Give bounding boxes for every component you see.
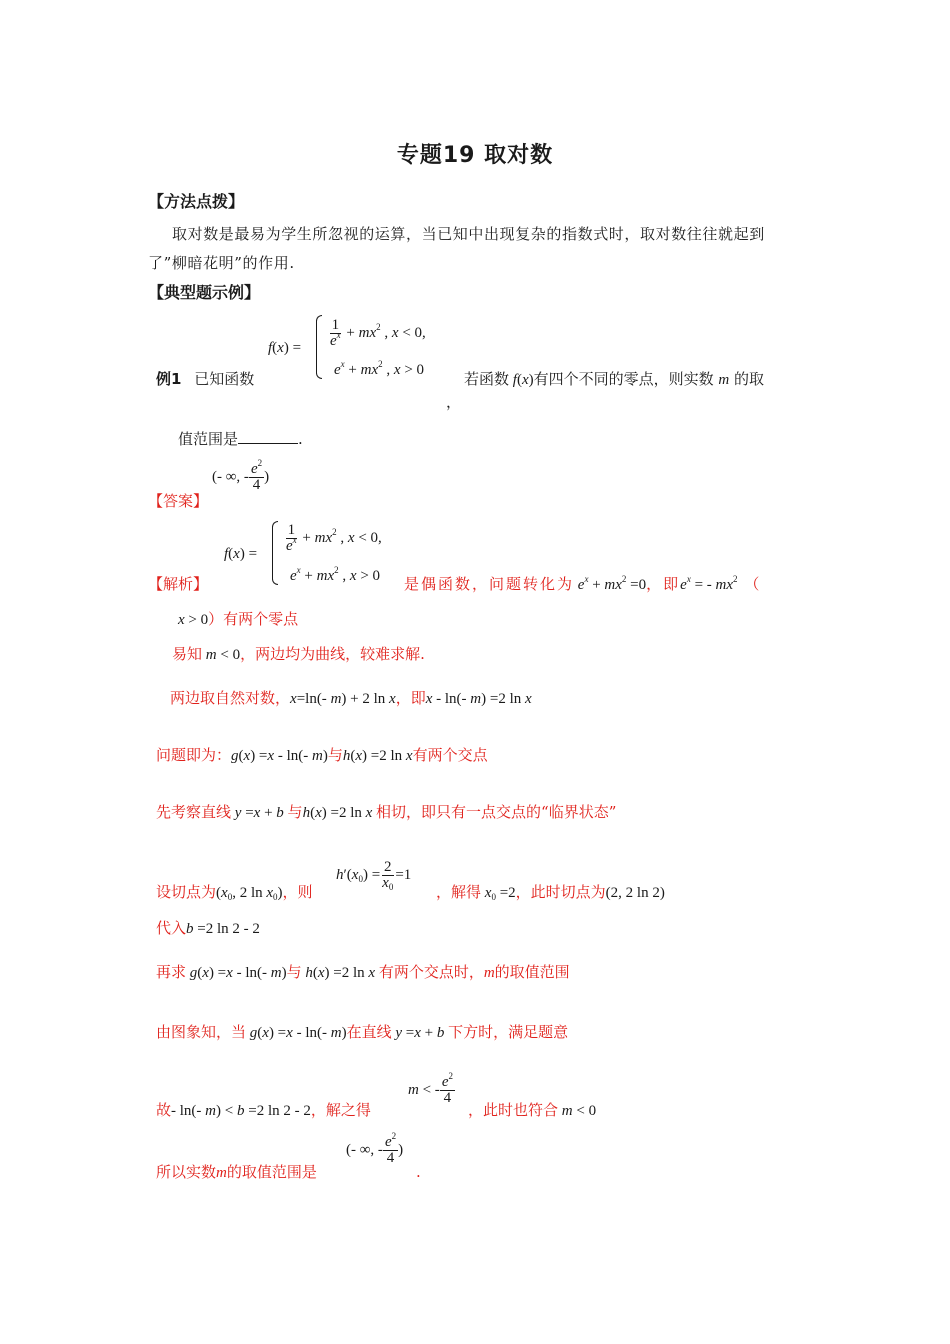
- analysis-s3: [170, 688, 532, 709]
- example1-line2: [178, 429, 303, 449]
- method-text-line2: 了”柳暗花明”的作用.: [148, 254, 295, 272]
- analysis-s3b: ，即: [395, 689, 426, 707]
- analysis-s7: [156, 918, 260, 939]
- analysis-gx-2: g(x) =x - ln(- m): [186, 965, 287, 981]
- answer-value: (- ∞, - $\frac{e^2}{4}$ ): [212, 458, 270, 493]
- example1-answer-blank: [238, 429, 298, 444]
- analysis-s6b: ，则: [282, 883, 313, 901]
- analysis-s8: [156, 962, 570, 983]
- analysis-label: 【解析】: [148, 575, 209, 593]
- analysis-s1c: （: [744, 575, 762, 593]
- analysis-eq2: $e^x$ = - $mx^2$: [680, 574, 738, 593]
- example1-line1-right: [464, 369, 764, 390]
- analysis-x-gt-0: x > 0: [178, 612, 209, 628]
- example1-tail2: 的取: [734, 370, 765, 388]
- analysis-s2b: ，两边均为曲线，较难求解.: [240, 645, 425, 663]
- analysis-s10b: ，解之得: [310, 1101, 371, 1119]
- analysis-s3a: 两边取自然对数，: [170, 689, 291, 707]
- analysis-derivative: $h'(x_0)$ = $\frac{2}{x_0}$ =1: [336, 859, 412, 892]
- answer-label: 【答案】: [148, 492, 209, 510]
- method-text-line1: 取对数是最易为学生所忽视的运算，当已知中出现复杂的指数式时，取对数往往就起到: [172, 225, 765, 243]
- analysis-s8b: 与: [286, 963, 302, 981]
- analysis-s4c: 有两个交点: [412, 746, 488, 764]
- analysis-case1: $\frac{1}{e^x}$ + $mx^2$ , x < 0,: [286, 522, 382, 554]
- analysis-s10: [156, 1100, 371, 1121]
- analysis-s9c: 下方时，满足题意: [448, 1023, 569, 1041]
- analysis-eq1: $e^x + mx^2 =0$: [574, 574, 647, 593]
- analysis-m-lt-0: m < 0: [202, 647, 241, 663]
- example1-line1: [156, 369, 254, 389]
- analysis-s6-right: [436, 882, 665, 903]
- analysis-s9b: 在直线: [346, 1023, 392, 1041]
- analysis-line-2: y =x + b: [391, 1025, 449, 1041]
- analysis-hx-3: h(x) =2 ln x: [301, 965, 379, 981]
- analysis-s10a: 故: [156, 1101, 172, 1119]
- analysis-s1d: ）有两个零点: [208, 610, 299, 628]
- example1-after: 若函数: [464, 370, 510, 388]
- analysis-s10c: ，此时也符合: [468, 1101, 559, 1119]
- analysis-s9: [156, 1022, 568, 1043]
- analysis-hx: h(x) =2 ln x: [342, 748, 413, 764]
- analysis-s6a: 设切点为: [156, 883, 217, 901]
- analysis-s11a: 所以实数: [156, 1163, 217, 1181]
- analysis-m-3: m: [216, 1165, 227, 1181]
- analysis-s2a: 易知: [172, 645, 203, 663]
- example1-case1: $\frac{1}{e^x}$ + $mx^2$ , x < 0,: [330, 317, 426, 349]
- example1-label: 例1: [156, 370, 182, 388]
- analysis-fx-label: f(x) =: [224, 546, 258, 562]
- example1-line2-text: 值范围是: [178, 430, 239, 448]
- examples-heading: 【典型题示例】: [148, 283, 261, 302]
- analysis-m-lt-0-2: m < 0: [558, 1103, 597, 1119]
- analysis-s4a: 问题即为：: [156, 746, 232, 764]
- method-heading: 【方法点拨】: [148, 192, 245, 211]
- analysis-gx-3: g(x) =x - ln(- m): [246, 1025, 347, 1041]
- analysis-s11b: 的取值范围是: [226, 1163, 317, 1181]
- analysis-s2: [172, 644, 425, 665]
- analysis-s5: [156, 802, 616, 823]
- analysis-s1-cont: [178, 609, 298, 630]
- analysis-hx-2: h(x) =2 ln x: [302, 805, 377, 821]
- analysis-s5a: 先考察直线: [156, 803, 232, 821]
- analysis-s10-right: [468, 1100, 596, 1121]
- example1-m: m: [718, 372, 730, 388]
- analysis-eq3: x=ln(- m) + 2 ln x: [290, 691, 396, 707]
- analysis-brace: [272, 521, 278, 585]
- example1-brace: [316, 315, 322, 379]
- analysis-s4b: 与: [327, 746, 343, 764]
- analysis-s11-period: .: [416, 1163, 421, 1181]
- example1-period: .: [298, 430, 303, 448]
- analysis-b-value: b =2 ln 2 - 2: [186, 921, 260, 937]
- example1-intro: 已知函数: [194, 370, 255, 388]
- example1-fx-label: f(x) =: [268, 340, 302, 356]
- analysis-s5b: 与: [287, 803, 303, 821]
- analysis-s6d: ，此时切点为: [515, 883, 606, 901]
- page-title: 专题19 取对数: [396, 143, 554, 168]
- analysis-s8c: 有两个交点时，: [378, 963, 484, 981]
- analysis-eq4: x - ln(- m) =2 ln x: [425, 691, 532, 707]
- analysis-point: (2, 2 ln 2): [605, 885, 665, 901]
- analysis-m-2: m: [483, 965, 495, 981]
- analysis-s4: [156, 745, 488, 766]
- example1-case2: $e^x + mx^2$ , x > 0: [334, 359, 425, 378]
- analysis-s8d: 的取值范围: [494, 963, 570, 981]
- analysis-s1b: ，即: [646, 575, 681, 593]
- analysis-m-bound: m < - $\frac{e^2}{4}$: [408, 1071, 453, 1106]
- analysis-line: y =x + b: [231, 805, 288, 821]
- analysis-case2: $e^x + mx^2$ , x > 0: [290, 565, 381, 584]
- analysis-s7a: 代入: [156, 919, 187, 937]
- analysis-range: (- ∞, - $\frac{e^2}{4}$ ): [346, 1131, 404, 1166]
- analysis-s9a: 由图象知，当: [156, 1023, 247, 1041]
- analysis-inequality: - ln(- m) < b =2 ln 2 - 2: [171, 1103, 311, 1119]
- analysis-s11: [156, 1162, 317, 1183]
- analysis-tangent-point: ($x_0$, 2 $\ln x_0$): [216, 885, 283, 902]
- analysis-s6: [156, 882, 313, 903]
- analysis-s1a: 是偶函数，问题转化为: [404, 575, 575, 593]
- example1-comma: ，: [446, 393, 462, 411]
- example1-tail: 有四个不同的零点，则实数: [533, 370, 714, 388]
- analysis-s5c: 相切，即只有一点交点的“临界状态”: [376, 803, 617, 821]
- analysis-gx: g(x) =x - ln(- m): [231, 748, 328, 764]
- analysis-s8a: 再求: [156, 963, 187, 981]
- analysis-s1: [404, 574, 761, 595]
- example1-fx: f(x): [509, 372, 534, 388]
- analysis-s6c: ，解得: [436, 883, 482, 901]
- analysis-x0-eq-2: $x_0 =2$: [481, 885, 516, 902]
